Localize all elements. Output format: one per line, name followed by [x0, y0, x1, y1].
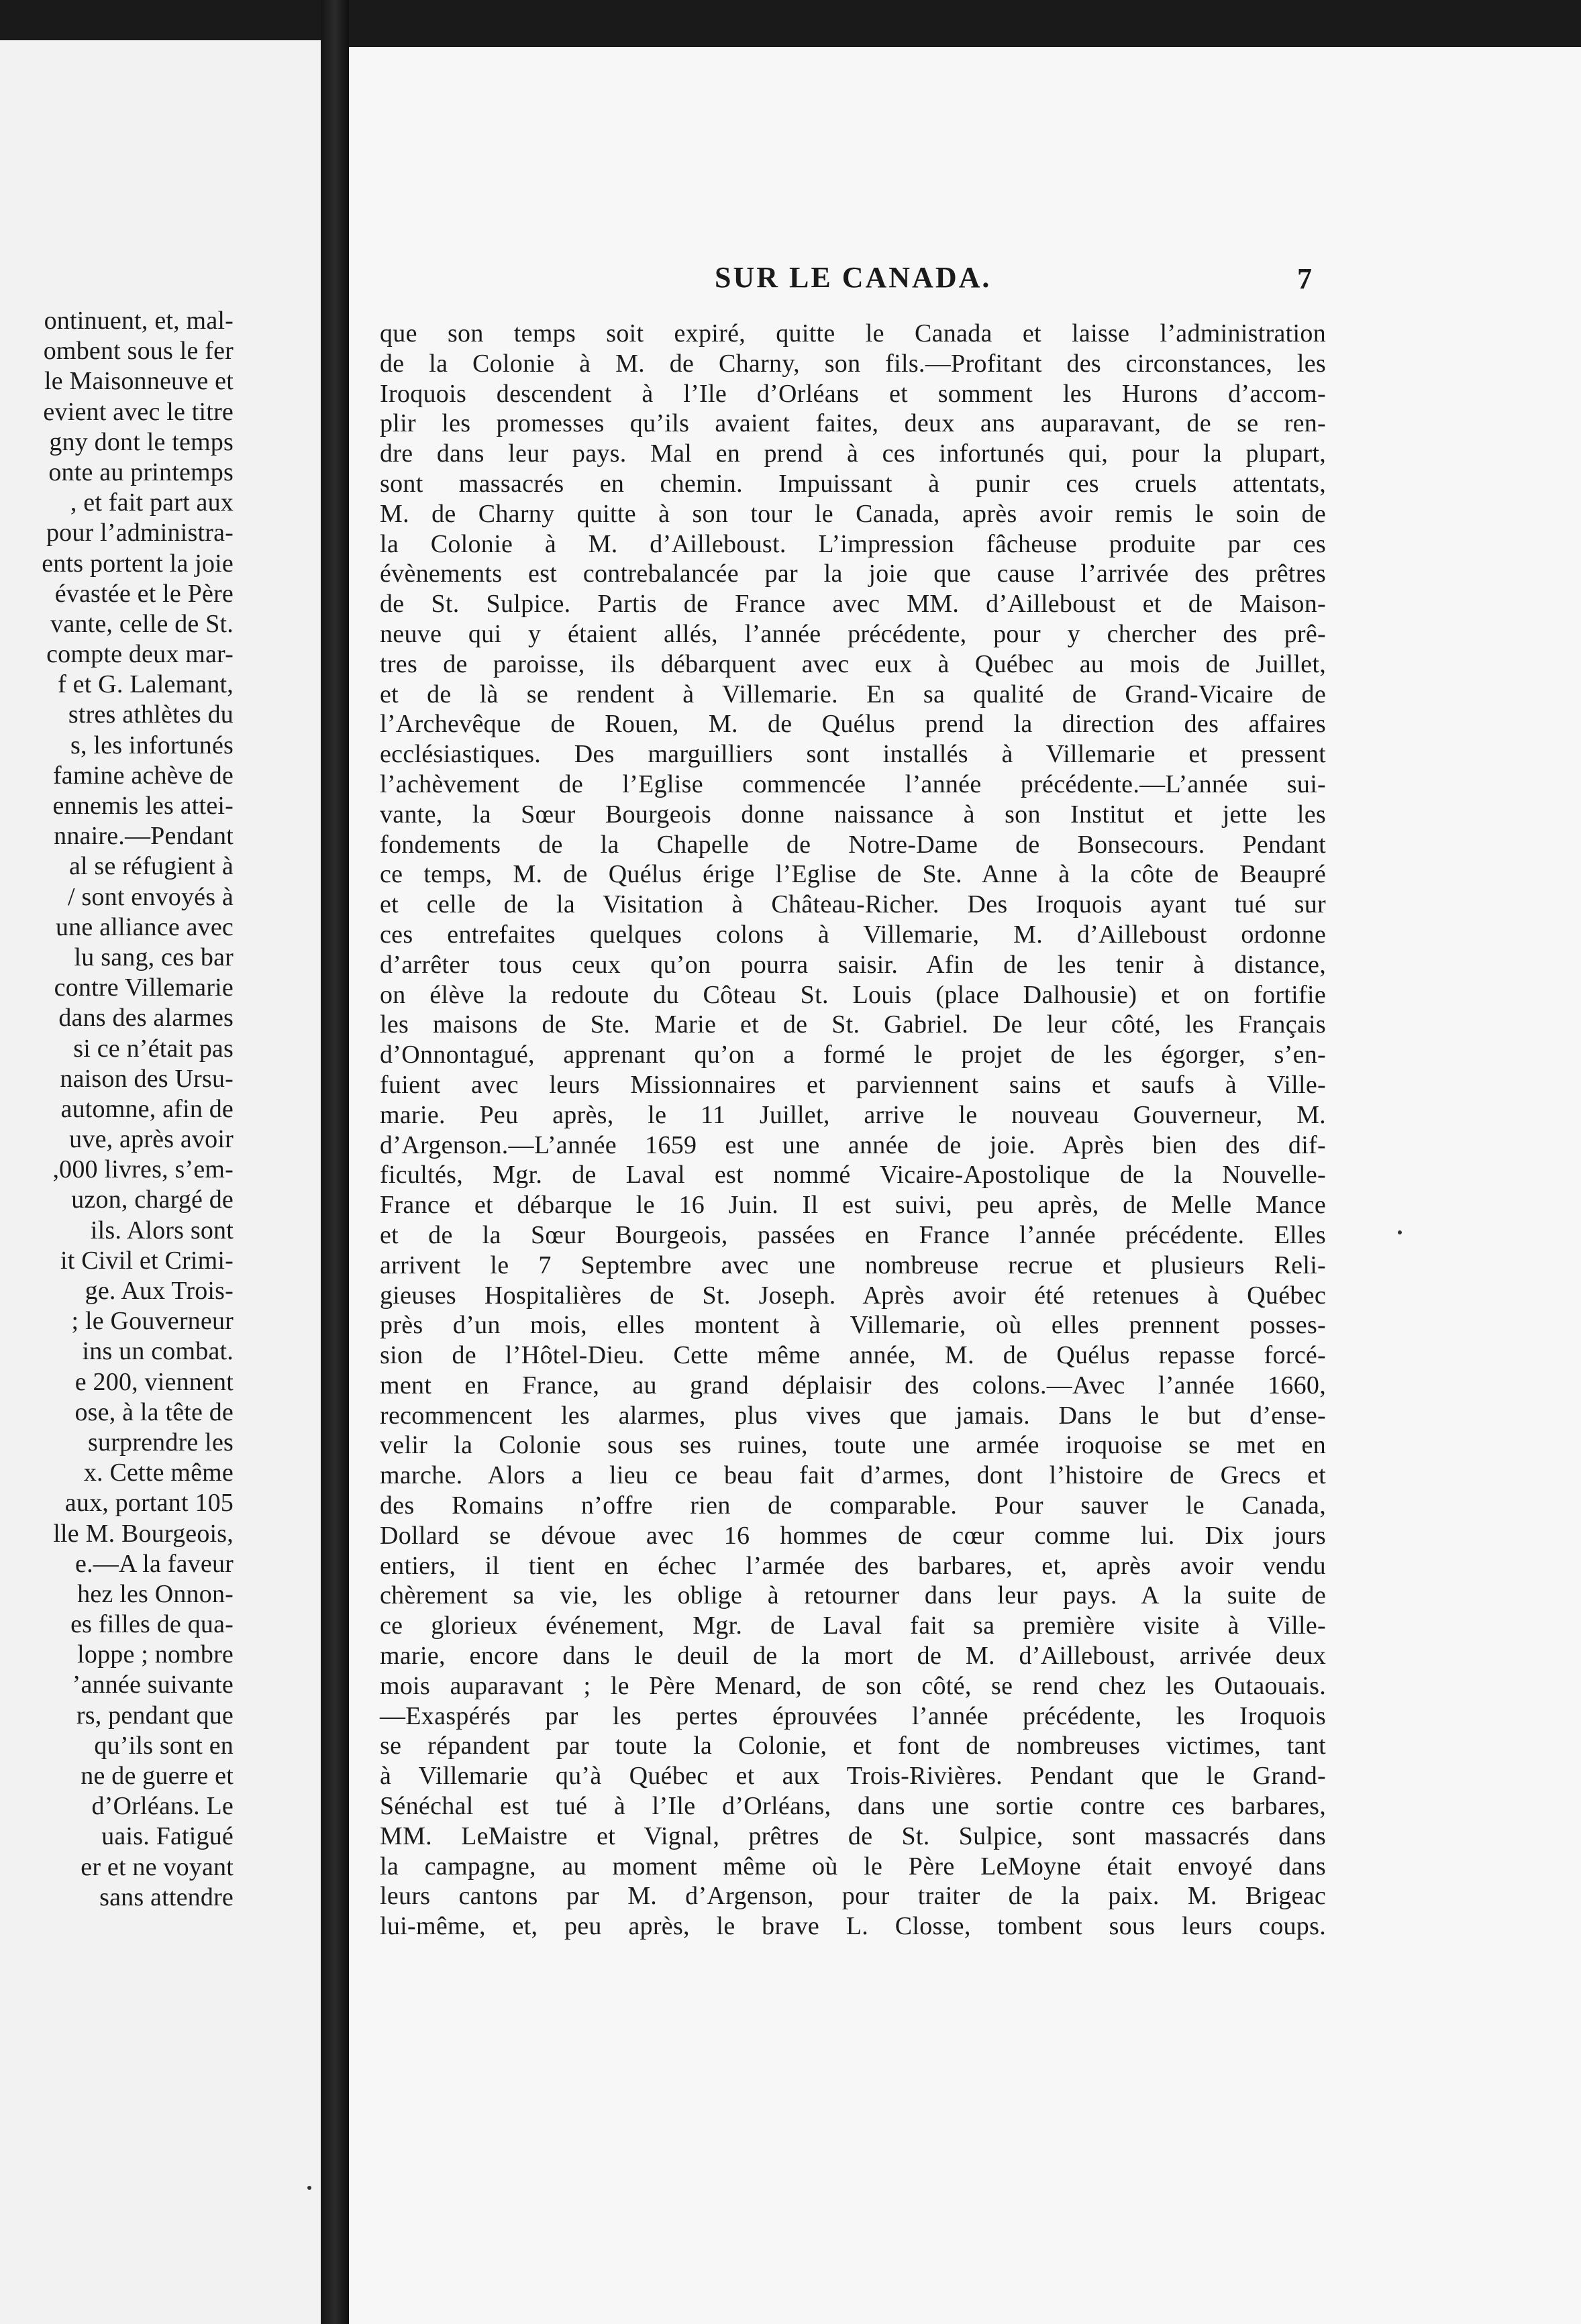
left-page-line: automne, afin de [60, 1094, 234, 1123]
body-text-line: l’Archevêque de Rouen, M. de Quélus prend la direction des affaires [380, 710, 1326, 739]
body-text-line: ment en France, au grand déplaisir des colons.—Avec l’année 1660, [380, 1371, 1326, 1399]
body-text-line: ces entrefaites quelques colons à Villemarie, M. d’Ailleboust ordonne [380, 920, 1326, 949]
left-page-line: uais. Fatigué [101, 1822, 234, 1851]
left-page-line: ins un combat. [82, 1337, 234, 1366]
left-page-line: f et G. Lalemant, [58, 670, 234, 699]
body-text-line: la campagne, au moment même où le Père LeMoyne était envoyé dans [380, 1852, 1326, 1881]
left-page-line: / sont envoyés à [68, 882, 234, 911]
left-page-line: compte deux mar- [46, 640, 234, 669]
body-text-line: d’arrêter tous ceux qu’on pourra saisir. Afin de les tenir à distance, [380, 950, 1326, 979]
body-text-line: plir les promesses qu’ils avaient faites, deux ans auparavant, de se ren- [380, 409, 1326, 438]
left-page-line: le Maisonneuve et [44, 367, 234, 396]
left-page-line: aux, portant 105 [64, 1489, 234, 1518]
body-text-line: mois auparavant ; le Père Menard, de son côté, se rend chez les Outaouais. [380, 1671, 1326, 1700]
left-page-line: ,000 livres, s’em- [52, 1155, 234, 1184]
body-text-line: tres de paroisse, ils débarquent avec eux à Québec au mois de Juillet, [380, 649, 1326, 678]
left-page-line: famine achève de [52, 761, 234, 790]
body-text-line: l’achèvement de l’Eglise commencée l’année précédente.—L’année sui- [380, 770, 1326, 798]
body-text-line: neuve qui y étaient allés, l’année précédente, pour y chercher des prê- [380, 619, 1326, 648]
page-body-text [380, 319, 1326, 1942]
left-page-line: ose, à la tête de [74, 1397, 234, 1426]
left-page-line: uve, après avoir [69, 1125, 234, 1154]
left-page-line: ; le Gouverneur [71, 1307, 234, 1336]
left-page-line: x. Cette même [83, 1459, 234, 1487]
left-page-line: ennemis les attei- [52, 792, 234, 820]
left-page-line: sans attendre [99, 1883, 234, 1911]
body-text-line: des Romains n’offre rien de comparable. Pour sauver le Canada, [380, 1491, 1326, 1520]
left-page-line: er et ne voyant [81, 1852, 234, 1881]
body-text-line: se répandent par toute la Colonie, et font de nombreuses victimes, tant [380, 1732, 1326, 1760]
left-page-line: d’Orléans. Le [91, 1792, 234, 1821]
body-text-line: arrivent le 7 Septembre avec une nombreuse recrue et plusieurs Reli- [380, 1251, 1326, 1279]
left-page [0, 40, 323, 2324]
body-text-line: Dollard se dévoue avec 16 hommes de cœur comme lui. Dix jours [380, 1521, 1326, 1550]
body-text-line: lui-même, et, peu après, le brave L. Closse, tombent sous leurs coups. [380, 1912, 1326, 1941]
left-page-line: surprendre les [88, 1428, 234, 1457]
left-page-text [42, 306, 234, 1913]
body-text-line: d’Argenson.—L’année 1659 est une année de joie. Après bien des dif- [380, 1130, 1326, 1159]
left-page-line: evient avec le titre [43, 397, 234, 426]
left-page-line: ontinuent, et, mal- [44, 307, 234, 335]
ink-speck [307, 2186, 311, 2190]
body-text-line: marie, encore dans le deuil de la mort de M. d’Ailleboust, arrivée deux [380, 1642, 1326, 1671]
body-text-line: marie. Peu après, le 11 Juillet, arrive le nouveau Gouverneur, M. [380, 1100, 1326, 1129]
body-text-line: de la Colonie à M. de Charny, son fils.—Profitant des circonstances, les [380, 349, 1326, 378]
body-text-line: et de la Sœur Bourgeois, passées en France l’année précédente. Elles [380, 1220, 1326, 1249]
body-text-line: France et débarque le 16 Juin. Il est suivi, peu après, de Melle Mance [380, 1191, 1326, 1220]
body-text-line: leurs cantons par M. d’Argenson, pour traiter de la paix. M. Brigeac [380, 1882, 1326, 1911]
left-page-line: gny dont le temps [49, 427, 234, 456]
body-text-line: à Villemarie qu’à Québec et aux Trois-Rivières. Pendant que le Grand- [380, 1762, 1326, 1791]
left-page-line: e 200, viennent [74, 1367, 234, 1396]
left-page-line: stres athlètes du [68, 700, 234, 729]
left-page-line: dans des alarmes [58, 1004, 234, 1033]
left-page-line: al se réfugient à [68, 852, 234, 881]
body-text-line: sont massacrés en chemin. Impuissant à punir ces cruels attentats, [380, 469, 1326, 498]
body-text-line: ecclésiastiques. Des marguilliers sont installés à Villemarie et pressent [380, 740, 1326, 769]
body-text-line: évènements est contrebalancée par la joie que cause l’arrivée des prêtres [380, 560, 1326, 588]
body-text-line: sion de l’Hôtel-Dieu. Cette même année, M. de Quélus repasse forcé- [380, 1341, 1326, 1370]
body-text-line: fuient avec leurs Missionnaires et parviennent sains et saufs à Ville- [380, 1070, 1326, 1099]
page-number: 7 [1297, 262, 1312, 295]
left-page-line: naison des Ursu- [60, 1064, 234, 1093]
body-text-line: vante, la Sœur Bourgeois donne naissance à son Institut et jette les [380, 800, 1326, 829]
body-text-line: —Exaspérés par les pertes éprouvées l’année précédente, les Iroquois [380, 1701, 1326, 1730]
body-text-line: velir la Colonie sous ses ruines, toute une armée iroquoise se met en [380, 1431, 1326, 1460]
body-text-line: ficultés, Mgr. de Laval est nommé Vicaire-Apostolique de la Nouvelle- [380, 1161, 1326, 1190]
left-page-line: s, les infortunés [70, 731, 234, 759]
left-page-line: e.—A la faveur [75, 1549, 234, 1578]
body-text-line: et de là se rendent à Villemarie. En sa qualité de Grand-Vicaire de [380, 680, 1326, 708]
body-text-line: entiers, il tient en échec l’armée des barbares, et, après avoir vendu [380, 1551, 1326, 1580]
left-page-line: ils. Alors sont [90, 1216, 234, 1245]
left-page-line: pour l’administra- [46, 519, 234, 547]
body-text-line: on élève la redoute du Côteau St. Louis (place Dalhousie) et on fortifie [380, 980, 1326, 1009]
left-page-line: ’année suivante [72, 1671, 234, 1699]
body-text-line: les maisons de Ste. Marie et de St. Gabriel. De leur côté, les Français [380, 1010, 1326, 1039]
left-page-line: it Civil et Crimi- [60, 1246, 234, 1275]
left-page-line: es filles de qua- [70, 1610, 234, 1639]
left-page-line: lu sang, ces bar [74, 943, 234, 971]
body-text-line: recommencent les alarmes, plus vives que jamais. Dans le but d’ense- [380, 1401, 1326, 1430]
left-page-line: hez les Onnon- [77, 1579, 234, 1608]
left-page-line: , et fait part aux [70, 488, 234, 517]
body-text-line: d’Onnontagué, apprenant qu’on a formé le projet de les égorger, s’en- [380, 1041, 1326, 1069]
body-text-line: gieuses Hospitalières de St. Joseph. Après avoir été retenues à Québec [380, 1281, 1326, 1310]
left-page-line: onte au printemps [48, 458, 234, 486]
left-page-line: qu’ils sont en [94, 1731, 234, 1760]
right-page [349, 47, 1581, 2324]
body-text-line: marche. Alors a lieu ce beau fait d’armes, dont l’histoire de Grecs et [380, 1461, 1326, 1490]
body-text-line: de St. Sulpice. Partis de France avec MM. d’Ailleboust et de Maison- [380, 590, 1326, 619]
body-text-line: la Colonie à M. d’Ailleboust. L’impression fâcheuse produite par ces [380, 529, 1326, 558]
body-text-line: fondements de la Chapelle de Notre-Dame de Bonsecours. Pendant [380, 830, 1326, 859]
body-text-line: Iroquois descendent à l’Ile d’Orléans et somment les Hurons d’accom- [380, 379, 1326, 408]
left-page-line: ge. Aux Trois- [85, 1277, 234, 1305]
left-page-line: rs, pendant que [76, 1701, 234, 1730]
running-head: SUR LE CANADA. [715, 261, 992, 294]
left-page-line: uzon, chargé de [71, 1185, 234, 1214]
body-text-line: près d’un mois, elles montent à Villemarie, où elles prennent posses- [380, 1311, 1326, 1340]
body-text-line: chèrement sa vie, les oblige à retourner dans leur pays. A la suite de [380, 1581, 1326, 1610]
left-page-line: loppe ; nombre [77, 1640, 234, 1669]
left-page-line: nnaire.—Pendant [54, 822, 234, 851]
left-page-line: si ce n’était pas [73, 1034, 234, 1063]
body-text-line: MM. LeMaistre et Vignal, prêtres de St. Sulpice, sont massacrés dans [380, 1821, 1326, 1850]
left-page-line: vante, celle de St. [50, 609, 234, 638]
body-text-line: et celle de la Visitation à Château-Richer. Des Iroquois ayant tué sur [380, 890, 1326, 919]
body-text-line: dre dans leur pays. Mal en prend à ces infortunés qui, pour la plupart, [380, 439, 1326, 468]
body-text-line: ce temps, M. de Quélus érige l’Eglise de Ste. Anne à la côte de Beaupré [380, 860, 1326, 889]
left-page-line: une alliance avec [55, 912, 234, 941]
left-page-line: lle M. Bourgeois, [53, 1519, 234, 1548]
body-text-line: Sénéchal est tué à l’Ile d’Orléans, dans une sortie contre ces barbares, [380, 1792, 1326, 1821]
body-text-line: que son temps soit expiré, quitte le Canada et laisse l’administration [380, 319, 1326, 348]
left-page-line: ne de guerre et [81, 1762, 234, 1790]
left-page-line: ombent sous le fer [43, 337, 234, 366]
left-page-line: contre Villemarie [54, 973, 234, 1002]
left-page-line: évastée et le Père [54, 579, 234, 608]
left-page-line: ents portent la joie [42, 549, 234, 578]
ink-speck [1398, 1230, 1402, 1234]
body-text-line: M. de Charny quitte à son tour le Canada, après avoir remis le soin de [380, 499, 1326, 528]
body-text-line: ce glorieux événement, Mgr. de Laval fait sa première visite à Ville- [380, 1612, 1326, 1640]
book-gutter [321, 0, 349, 2324]
